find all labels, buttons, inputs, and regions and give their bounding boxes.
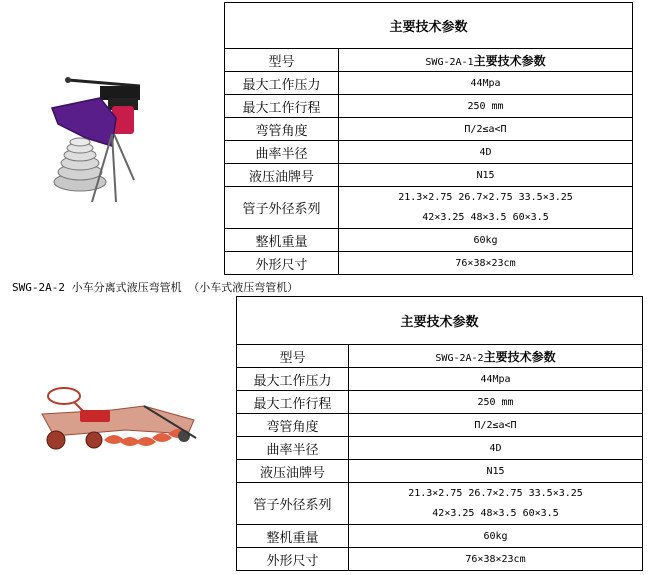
spec-label: 弯管角度 bbox=[225, 118, 339, 141]
spec-value: 4D bbox=[339, 141, 633, 164]
model-suffix: 主要技术参数 bbox=[483, 349, 556, 364]
spec-label: 弯管角度 bbox=[237, 414, 349, 437]
spec-label: 液压油牌号 bbox=[237, 460, 349, 483]
spec-label: 最大工作行程 bbox=[237, 391, 349, 414]
spec-value: 76×38×23cm bbox=[349, 548, 643, 571]
spec-label: 型号 bbox=[225, 49, 339, 72]
spec-label: 型号 bbox=[237, 345, 349, 368]
spec-value: 60kg bbox=[349, 525, 643, 548]
spec-value: 250 mm bbox=[339, 95, 633, 118]
spec-value bbox=[339, 187, 633, 229]
spec-value bbox=[339, 49, 633, 72]
spec-label: 外形尺寸 bbox=[225, 252, 339, 275]
spec-value: 60kg bbox=[339, 229, 633, 252]
pipe-size-line: 21.3×2.75 26.7×2.75 33.5×3.25 bbox=[408, 487, 583, 499]
spec-value bbox=[349, 483, 643, 525]
spec-label: 整机重量 bbox=[237, 525, 349, 548]
spec-value: 250 mm bbox=[349, 391, 643, 414]
spec-label: 最大工作压力 bbox=[225, 72, 339, 95]
spec-label: 最大工作行程 bbox=[225, 95, 339, 118]
spec-label: 管子外径系列 bbox=[237, 483, 349, 525]
spec-table-2 bbox=[236, 296, 643, 571]
model-code: SWG-2A-2 bbox=[435, 352, 484, 364]
spec-label: 整机重量 bbox=[225, 229, 339, 252]
spec-value bbox=[349, 345, 643, 368]
spec-value: N15 bbox=[339, 164, 633, 187]
model-code: SWG-2A-1 bbox=[425, 56, 474, 68]
pipe-size-line: 42×3.25 48×3.5 60×3.5 bbox=[422, 211, 549, 223]
spec-value: Π/2≤a<Π bbox=[339, 118, 633, 141]
spec-label: 最大工作压力 bbox=[237, 368, 349, 391]
spec-label: 曲率半径 bbox=[225, 141, 339, 164]
spec-table-1 bbox=[224, 2, 633, 275]
spec-value: 4D bbox=[349, 437, 643, 460]
spec-value: 44Mpa bbox=[349, 368, 643, 391]
spec-table-title: 主要技术参数 bbox=[225, 3, 633, 49]
spec-label: 管子外径系列 bbox=[225, 187, 339, 229]
pipe-size-line: 42×3.25 48×3.5 60×3.5 bbox=[432, 507, 559, 519]
spec-value: Π/2≤a<Π bbox=[349, 414, 643, 437]
pipe-bender-tripod-image bbox=[40, 68, 160, 208]
spec-label: 外形尺寸 bbox=[237, 548, 349, 571]
product-caption: SWG-2A-2 小车分离式液压弯管机 （小车式液压弯管机） bbox=[12, 281, 299, 294]
spec-value: N15 bbox=[349, 460, 643, 483]
spec-value: 44Mpa bbox=[339, 72, 633, 95]
pipe-bender-cart-image bbox=[34, 380, 204, 470]
spec-label: 液压油牌号 bbox=[225, 164, 339, 187]
spec-table-title: 主要技术参数 bbox=[237, 297, 643, 345]
spec-label: 曲率半径 bbox=[237, 437, 349, 460]
model-suffix: 主要技术参数 bbox=[473, 53, 546, 68]
spec-value: 76×38×23cm bbox=[339, 252, 633, 275]
pipe-size-line: 21.3×2.75 26.7×2.75 33.5×3.25 bbox=[398, 191, 573, 203]
